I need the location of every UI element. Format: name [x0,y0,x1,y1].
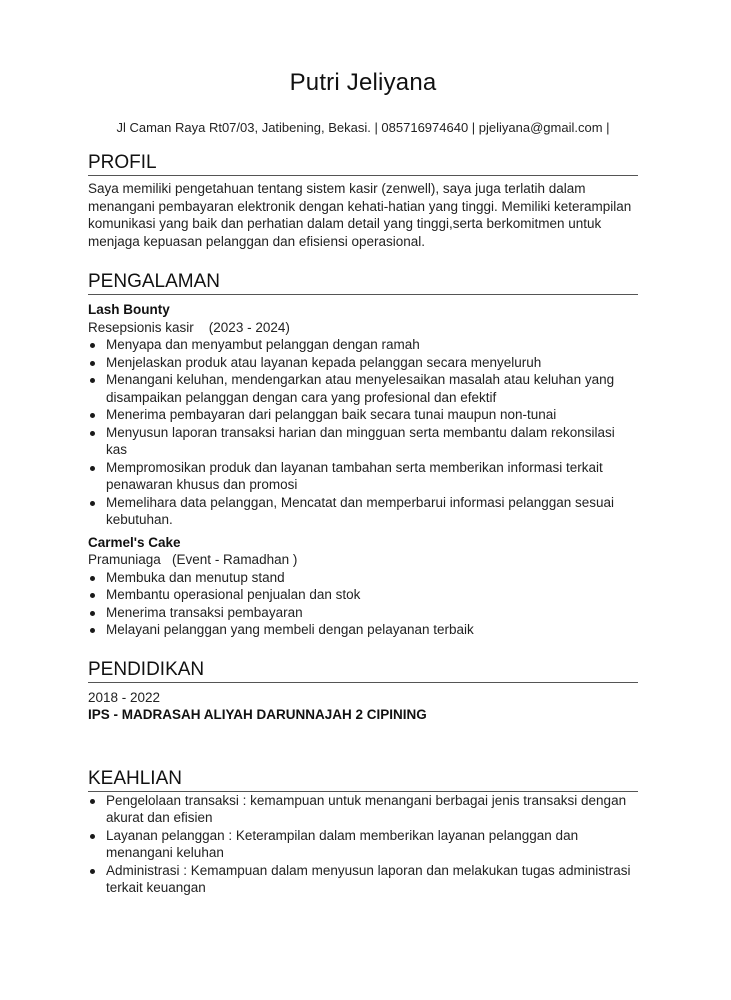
bullet-icon [90,869,95,874]
education-school: IPS - MADRASAH ALIYAH DARUNNAJAH 2 CIPINING [88,707,427,722]
profile-text: Saya memiliki pengetahuan tentang sistem kasir (zenwell), saya juga terlatih dalam menangani pembayaran elektronik dengan kehati-hatian yang tinggi. Memiliki keterampilan komunikasi yang baik dan perhatian dalam detail yang tinggi,serta berkomitmen untuk menjaga kepuasan pelanggan dan efisiensi operasional. [88,181,632,249]
bullet-icon [90,576,95,581]
education-heading: PENDIDIKAN [88,659,638,683]
duty-text: Menjelaskan produk atau layanan kepada pelanggan secara menyeluruh [106,354,542,370]
job-role-period: Pramuniaga (Event - Ramadhan ) [88,552,298,567]
job-entry [88,301,638,529]
bullet-icon [90,501,95,506]
duty-text: Membantu operasional penjualan dan stok [106,587,361,602]
duty-text: Menyusun laporan transaksi harian dan mingguan serta membantu dalam rekonsilasi kas [106,424,615,457]
duty-text: Menyapa dan menyambut pelanggan dengan ramah [106,337,420,352]
skill-item [88,862,638,897]
skills-section [88,768,638,897]
duty-item [88,354,638,372]
bullet-icon [90,834,95,839]
job-duties-list [88,569,638,639]
bullet-icon [90,431,95,436]
job-company: Lash Bounty [88,302,170,317]
duty-item [88,569,638,587]
profile-section [88,152,638,250]
skill-text: Pengelolaan transaksi : kemampuan untuk menangani berbagai jenis transaksi dengan akurat dan efisien [106,792,627,825]
duty-text: Membuka dan menutup stand [106,569,285,585]
bullet-icon [90,466,95,471]
skill-text: Administrasi : Kemampuan dalam menyusun laporan dan melakukan tugas administrasi terkait keuangan [106,862,631,895]
duty-item [88,604,638,622]
education-section [88,659,638,724]
duty-text: Menerima transaksi pembayaran [106,604,303,620]
skill-item [88,827,638,862]
experience-section [88,271,638,639]
duty-text: Menerima pembayaran dari pelanggan baik secara tunai maupun non-tunai [106,407,557,422]
job-entry [88,534,638,639]
duty-text: Mempromosikan produk dan layanan tambahan serta memberikan informasi terkait penawaran khusus dan promosi [106,459,603,492]
experience-heading: PENGALAMAN [88,271,638,295]
duty-text: Memelihara data pelanggan, Mencatat dan memperbarui informasi pelanggan sesuai kebutuhan. [106,494,615,527]
duty-item [88,336,638,354]
duty-item [88,586,638,604]
bullet-icon [90,628,95,633]
bullet-icon [90,378,95,383]
bullet-icon [90,361,95,366]
duty-item [88,494,638,529]
duty-text: Menangani keluhan, mendengarkan atau menyelesaikan masalah atau keluhan yang disampaikan pelanggan dengan cara yang profesional dan efektif [106,372,615,405]
profile-heading: PROFIL [88,152,638,176]
bullet-icon [90,593,95,598]
education-years: 2018 - 2022 [88,689,161,705]
bullet-icon [90,611,95,616]
job-role-period: Resepsionis kasir (2023 - 2024) [88,319,290,335]
bullet-icon [90,343,95,348]
duty-item [88,406,638,424]
duty-item [88,621,638,639]
job-company: Carmel's Cake [88,534,181,550]
skill-text: Layanan pelanggan : Keterampilan dalam memberikan layanan pelanggan dan menangani keluhan [106,827,579,860]
duty-text: Melayani pelanggan yang membeli dengan pelayanan terbaik [106,622,474,637]
duty-item [88,371,638,406]
job-duties-list [88,336,638,529]
duty-item [88,459,638,494]
skill-item [88,792,638,827]
skills-heading: KEAHLIAN [88,768,638,792]
skills-list [88,792,638,897]
duty-item [88,424,638,459]
candidate-name: Putri Jeliyana [289,69,437,96]
contact-line: Jl Caman Raya Rt07/03, Jatibening, Bekasi. | 085716974640 | pjeliyana@gmail.com | [116,120,610,135]
bullet-icon [90,799,95,804]
bullet-icon [90,413,95,418]
